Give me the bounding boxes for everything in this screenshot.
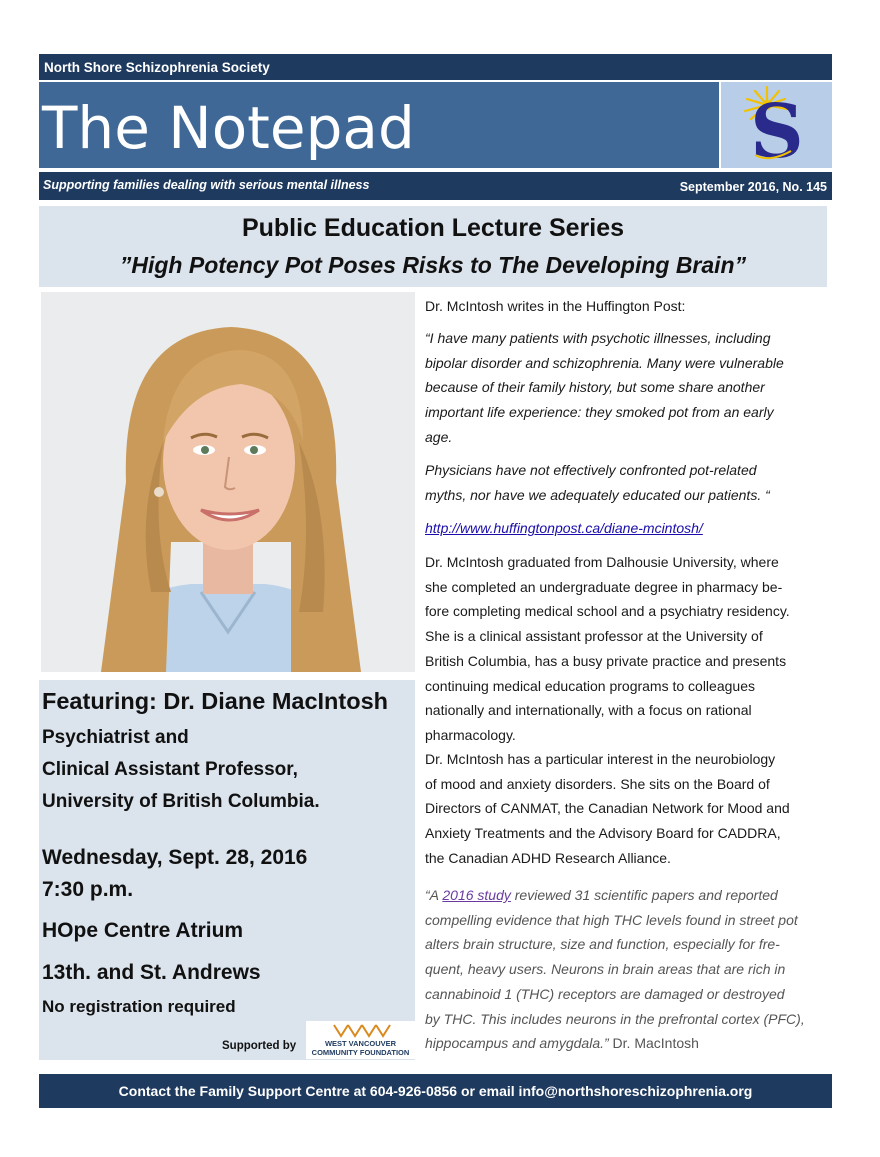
bio-line: British Columbia, has a busy private practice and presents [425,652,787,669]
org-name: North Shore Schizophrenia Society [44,60,270,75]
sponsor-logo [306,1021,415,1059]
quote-line: age. [425,428,453,445]
svg-text:S: S [750,89,804,165]
issue-date: September 2016, No. 145 [679,180,827,194]
study-line [425,1031,805,1056]
bio-line: pharmacology. [425,726,516,743]
bio-line: Directors of CANMAT, the Canadian Network for Mood and [425,800,790,817]
nsss-s-logo-icon [735,85,819,165]
quote-paragraph [425,326,784,450]
study-line: cannabinoid 1 (THC) receptors are damaged or destroyed [425,985,785,1002]
bio-line: she completed an undergraduate degree in pharmacy be- [425,578,783,595]
bio-line: the Canadian ADHD Research Alliance. [425,849,671,866]
bio-line: She is a clinical assistant professor at the University of [425,628,763,645]
study-line [425,883,805,908]
sponsor-name-line: COMMUNITY FOUNDATION [311,1048,410,1057]
quote-line: because of their family history, but some share another [425,379,765,396]
study-link[interactable]: 2016 study [442,887,511,903]
study-quote [425,883,805,1056]
study-author: Dr. MacIntosh [608,1035,699,1052]
speaker-photo [41,292,415,672]
event-venue: HOpe Centre Atrium [42,919,244,942]
bio-line: of mood and anxiety disorders. She sits on the Board of [425,775,770,792]
speaker-role-line: Psychiatrist and [42,727,189,748]
event-time: 7:30 p.m. [42,878,134,901]
study-line: quent, heavy users. Neurons in brain areas that are rich in [425,961,786,978]
bio-line: Anxiety Treatments and the Advisory Board for CADDRA, [425,825,781,842]
tagline: Supporting families dealing with serious mental illness [43,178,370,192]
study-line: compelling evidence that high THC levels found in street pot [425,911,798,928]
study-open: “A [425,887,443,903]
bio-line: Dr. McIntosh graduated from Dalhousie University, where [425,554,779,570]
registration-note: No registration required [42,997,236,1016]
quote-line: “I have many patients with psychotic illnesses, including [425,330,771,346]
bio-line: fore completing medical school and a psychiatry residency. [425,603,790,620]
bio-paragraph [425,550,790,748]
bio-line: nationally and internationally, with a focus on rational [425,702,752,719]
supported-by-label: Supported by [222,1040,297,1052]
bio-line: Dr. McIntosh has a particular interest in the neurobiology [425,751,776,767]
quote-line: myths, nor have we adequately educated our patients. “ [425,486,770,503]
bio-line: continuing medical education programs to colleagues [425,677,755,694]
study-line: by THC. This includes neurons in the prefrontal cortex (PFC), [425,1010,805,1027]
study-text: hippocampus and amygdala.” [425,1035,609,1052]
event-date: Wednesday, Sept. 28, 2016 [42,846,308,869]
speaker-role-line: University of British Columbia. [42,791,320,812]
sponsor-name-line: WEST VANCOUVER [324,1039,397,1048]
sponsor-mark-icon [314,1022,408,1038]
quote-line: Physicians have not effectively confronted pot-related [425,462,757,478]
quote-line: bipolar disorder and schizophrenia. Many were vulnerable [425,354,784,371]
event-address: 13th. and St. Andrews [42,961,261,984]
lecture-series: Public Education Lecture Series [241,214,625,242]
study-text: reviewed 31 scientific papers and reported [510,887,778,903]
quote-paragraph [425,458,770,507]
speaker-name: Featuring: Dr. Diane MacIntosh [42,688,389,714]
speaker-role-line: Clinical Assistant Professor, [42,759,298,780]
contact-info: Contact the Family Support Centre at 604-926-0856 or email info@northshoreschizophrenia.org [118,1083,753,1099]
bio-paragraph [425,747,790,871]
newsletter-title: The Notepad [42,94,415,162]
lecture-title: ”High Potency Pot Poses Risks to The Developing Brain” [119,252,747,278]
huffington-post-link[interactable]: http://www.huffingtonpost.ca/diane-mcintosh/ [425,520,703,536]
study-line: alters brain structure, size and function, especially for fre- [425,936,780,953]
article-intro: Dr. McIntosh writes in the Huffington Post: [425,298,686,314]
quote-line: important life experience: they smoked pot from an early [425,404,774,421]
